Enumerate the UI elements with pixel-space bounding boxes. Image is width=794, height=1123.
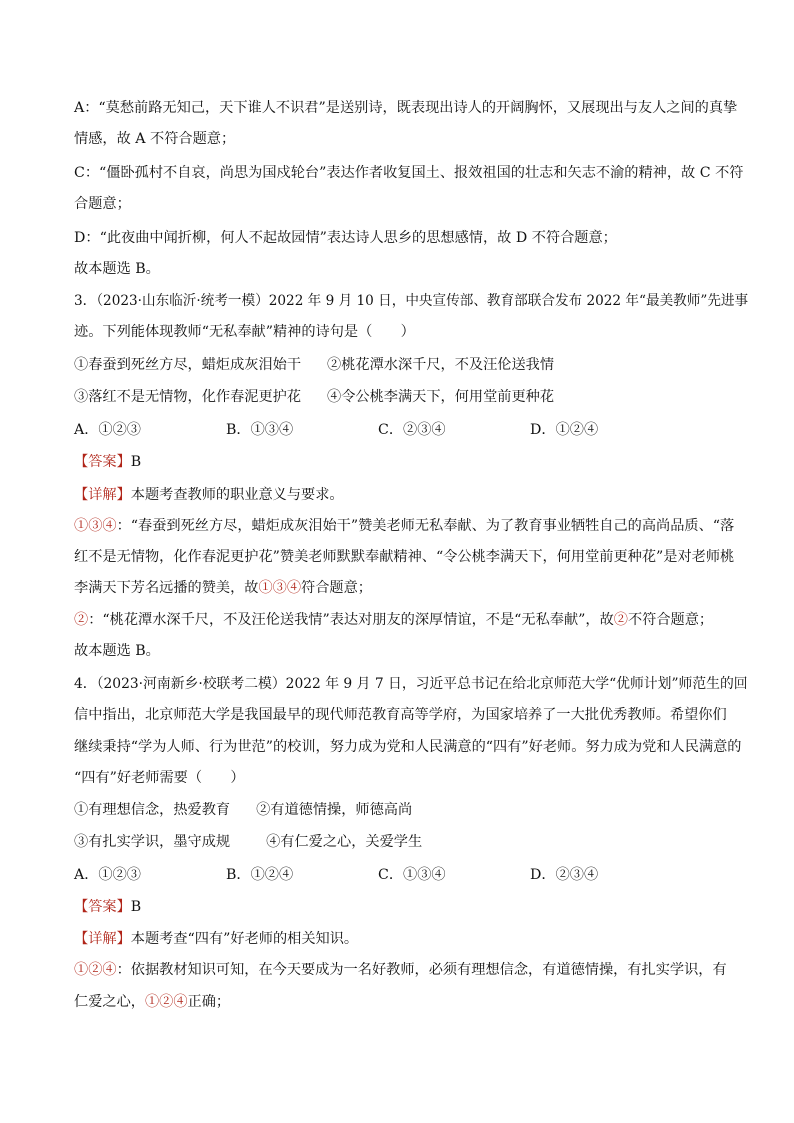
explanation-text: 正确； <box>187 994 231 1010</box>
question-3-stem: 迹。下列能体现教师“无私奉献”精神的诗句是（ ） <box>74 324 415 340</box>
question-4-stem: “四有”好老师需要（ ） <box>74 770 245 786</box>
option-a: A．①②③ <box>74 867 141 883</box>
question-3-items-row <box>74 355 554 375</box>
detail-tag: 【详解】 <box>74 931 131 947</box>
explanation-line <box>74 960 727 980</box>
choice-tag: ①③④ <box>258 580 302 596</box>
choice-tag: ①③④ <box>74 518 117 534</box>
question-3-detail <box>74 485 344 505</box>
option-b: B．①③④ <box>226 422 294 438</box>
item-3: ③落红不是无情物，化作春泥更护花 <box>74 389 302 405</box>
explanation-text: 李满天下芳名远播的赞美，故 <box>74 580 259 596</box>
option-d: D．②③④ <box>530 867 599 883</box>
question-4-answer <box>74 897 141 917</box>
option-a-explanation-line: A：“莫愁前路无知己，天下谁人不识君”是送别诗，既表现出诗人的开阔胸怀，又展现出与友人之间的真挚 <box>74 100 738 116</box>
explanation-line <box>74 516 734 536</box>
item-4: ④令公桃李满天下，何用堂前更种花 <box>327 389 555 405</box>
question-4-options <box>74 865 598 885</box>
conclusion-line: 故本题选 B。 <box>74 261 160 277</box>
question-3-stem: 3．（2023·山东临沂·统考一模）2022 年 9 月 10 日，中央宣传部、教育部联合发布 2022 年“最美教师”先进事 <box>74 293 749 309</box>
choice-tag: ② <box>74 612 89 628</box>
detail-tag: 【详解】 <box>74 487 131 503</box>
explanation-text: 符合题意； <box>301 580 372 596</box>
question-4-detail <box>74 929 358 949</box>
question-3-options <box>74 420 598 440</box>
item-1: ①春蚕到死丝方尽，蜡炬成灰泪始干 <box>74 357 302 373</box>
answer-value: B <box>130 454 142 470</box>
question-4-stem: 信中指出，北京师范大学是我国最早的现代师范教育高等学府，为国家培养了一大批优秀教师。希望你们 <box>74 707 727 723</box>
explanation-text: ：“桃花潭水深千尺，不及汪伦送我情”表达对朋友的深厚情谊，不是“无私奉献”，故 <box>88 612 614 628</box>
item-2: ②桃花潭水深千尺，不及汪伦送我情 <box>327 357 555 373</box>
option-b: B．①②④ <box>226 867 294 883</box>
question-4-stem: 继续秉持“学为人师、行为世范”的校训，努力成为党和人民满意的“四有”好老师。努力成为党和人民满意的 <box>74 739 742 755</box>
question-4-items-row <box>74 832 422 852</box>
option-d-explanation-line: D：“此夜曲中闻折柳，何人不起故园情”表达诗人思乡的思想感情，故 D 不符合题意； <box>74 230 617 246</box>
answer-tag: 【答案】 <box>74 454 131 470</box>
option-c: C．②③④ <box>378 422 446 438</box>
question-4-stem: 4．（2023·河南新乡·校联考二模）2022 年 9 月 7 日，习近平总书记在给北京师范大学“优师计划”师范生的回 <box>74 676 748 692</box>
explanation-text: ：“春蚕到死丝方尽，蜡炬成灰泪始干”赞美老师无私奉献、为了教育事业牺牲自己的高尚品质、“落 <box>116 518 735 534</box>
choice-tag: ①②④ <box>144 994 188 1010</box>
option-c-explanation-line: C：“僵卧孤村不自哀，尚思为国戍轮台”表达作者收复国土、报效祖国的壮志和矢志不渝的精神，故 C 不符 <box>74 165 744 181</box>
option-c: C．①③④ <box>378 867 446 883</box>
answer-value: B <box>130 899 142 915</box>
explanation-text: ：依据教材知识可知，在今天要成为一名好教师，必须有理想信念，有道德情操，有扎实学识，有 <box>116 962 727 978</box>
explanation-line <box>74 578 372 598</box>
explanation-text: 不符合题意； <box>627 612 714 628</box>
explanation-line <box>74 610 713 630</box>
choice-tag: ② <box>613 612 628 628</box>
item-4: ④有仁爱之心，关爱学生 <box>266 834 423 850</box>
conclusion-line: 故本题选 B。 <box>74 643 160 659</box>
detail-text: 本题考查教师的职业意义与要求。 <box>130 487 344 503</box>
option-a: A．①②③ <box>74 422 141 438</box>
answer-tag: 【答案】 <box>74 899 131 915</box>
question-3-items-row <box>74 387 554 407</box>
item-2: ②有道德情操，师德高尚 <box>256 802 413 818</box>
option-d: D．①②④ <box>530 422 599 438</box>
item-1: ①有理想信念，热爱教育 <box>74 802 231 818</box>
option-a-explanation-line: 情感，故 A 不符合题意； <box>74 131 236 147</box>
detail-text: 本题考查“四有”好老师的相关知识。 <box>130 931 359 947</box>
explanation-line: 红不是无情物，化作春泥更护花”赞美老师默默奉献精神、“令公桃李满天下，何用堂前更种花”是对老师桃 <box>74 549 735 565</box>
option-c-explanation-line: 合题意； <box>74 196 131 212</box>
choice-tag: ①②④ <box>74 962 117 978</box>
item-3: ③有扎实学识，墨守成规 <box>74 834 231 850</box>
explanation-line <box>74 992 230 1012</box>
question-4-items-row <box>74 800 412 820</box>
explanation-text: 仁爱之心， <box>74 994 145 1010</box>
question-3-answer <box>74 452 141 472</box>
